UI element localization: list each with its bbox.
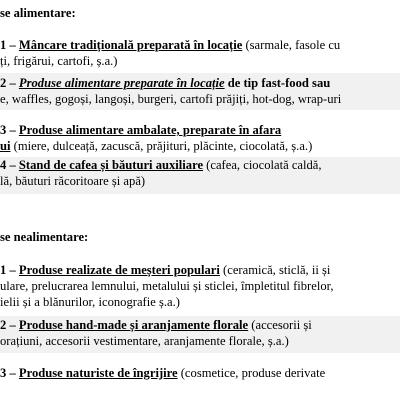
food-item-3-title: Produse alimentare ambalate, preparate în afara bbox=[18, 123, 282, 137]
food-item-1-line2: ți, frigărui, cartofi, ș.a.) bbox=[0, 54, 118, 68]
nonfood-item-3-line1: 3 – Produse naturiste de îngrijire (cosmetice, produse derivate bbox=[0, 366, 326, 380]
food-item-4-title: Stand de cafea și băuturi auxiliare bbox=[18, 158, 204, 172]
nonfood-item-1-title: Produse realizate de meșteri populari bbox=[18, 263, 220, 277]
nonfood-item-2-title: Produse hand-made și aranjamente florale bbox=[18, 318, 249, 332]
nonfood-item-1-line1: 1 – Produse realizate de meșteri populari (ceramică, sticlă, ii și bbox=[0, 263, 331, 277]
food-item-4-line2: lă, băuturi răcoritoare și apă) bbox=[0, 174, 146, 188]
section-heading-nonfood: se nealimentare: bbox=[0, 230, 89, 244]
nonfood-item-3-title: Produse naturiste de îngrijire bbox=[18, 366, 178, 380]
nonfood-item-1-line2: ulare, prelucrarea lemnului, metalului și sticlei, împletitul fibrelor, bbox=[0, 279, 334, 293]
food-item-2-title: Produse alimentare preparate în locație bbox=[18, 76, 225, 90]
section-heading-food: se alimentare: bbox=[0, 6, 76, 20]
nonfood-item-2-line2: orațiuni, accesorii vestimentare, aranjamente florale, ș.a.) bbox=[0, 334, 289, 348]
food-item-1-line1: 1 – Mâncare tradițională preparată în locație (sarmale, fasole cu bbox=[0, 38, 341, 52]
nonfood-item-1-line3: ielii și a blănurilor, iconografie ș.a.) bbox=[0, 295, 180, 309]
food-item-2-line1: 2 – Produse alimentare preparate în locație de tip fast-food sau bbox=[0, 76, 331, 90]
food-item-3-line1: 3 – Produse alimentare ambalate, preparate în afara bbox=[0, 123, 282, 137]
food-item-3-line2: ui (miere, dulceață, zacuscă, prăjituri, plăcinte, ciocolată, ș.a.) bbox=[0, 139, 313, 153]
nonfood-item-2-line1: 2 – Produse hand-made și aranjamente florale (accesorii și bbox=[0, 318, 312, 332]
food-item-2-line2: e, waffles, gogoși, langoși, burgeri, cartofi prăjiți, hot-dog, wrap-uri bbox=[0, 92, 342, 106]
food-item-1-title: Mâncare tradițională preparată în locație bbox=[18, 38, 243, 52]
food-item-4-line1: 4 – Stand de cafea și băuturi auxiliare (cafea, ciocolată caldă, bbox=[0, 158, 322, 172]
